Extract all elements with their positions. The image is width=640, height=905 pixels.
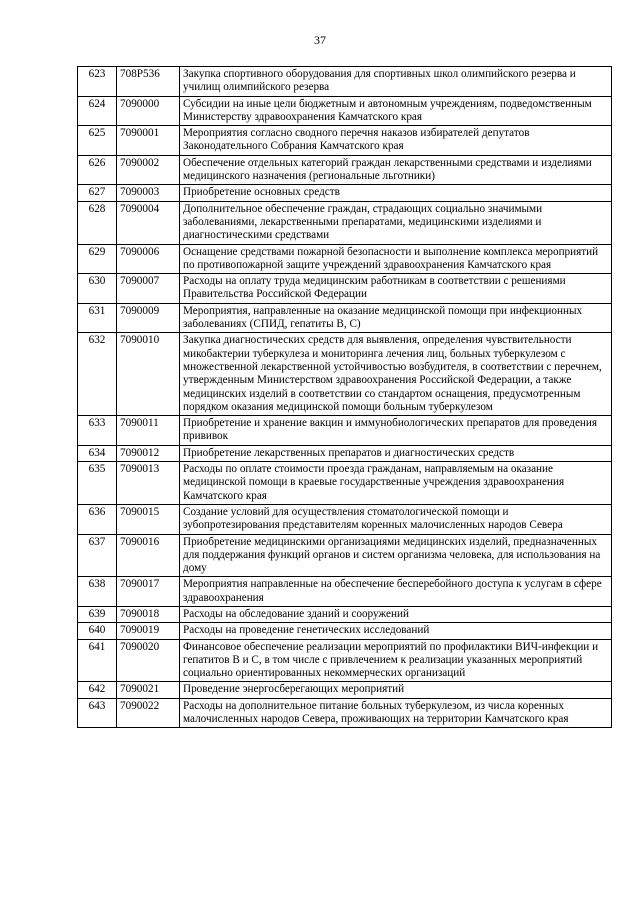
table-row bbox=[78, 126, 612, 156]
table-row bbox=[78, 698, 612, 728]
row-number-cell: 625 bbox=[78, 126, 117, 156]
table-row bbox=[78, 244, 612, 274]
row-number-cell: 632 bbox=[78, 333, 117, 416]
description-cell: Расходы по оплате стоимости проезда гражданам, направляемым на оказание медицинской помощи в краевые государственные учреждения здравоохранения Камчатского края bbox=[180, 462, 612, 505]
description-cell: Создание условий для осуществления стоматологической помощи и зубопротезирования представителям коренных малочисленных народов Севера bbox=[180, 504, 612, 534]
row-number-cell: 624 bbox=[78, 96, 117, 126]
code-cell: 7090002 bbox=[117, 155, 180, 185]
row-number-cell: 638 bbox=[78, 577, 117, 607]
description-cell: Приобретение основных средств bbox=[180, 185, 612, 201]
code-cell: 7090012 bbox=[117, 445, 180, 461]
description-cell: Мероприятия, направленные на оказание медицинской помощи при инфекционных заболеваниях (СПИД, гепатиты В, С) bbox=[180, 303, 612, 333]
code-cell: 7090000 bbox=[117, 96, 180, 126]
row-number-cell: 643 bbox=[78, 698, 117, 728]
code-cell: 7090011 bbox=[117, 416, 180, 446]
description-cell: Закупка диагностических средств для выявления, определения чувствительности микобактерии туберкулеза и мониторинга лечения лиц, больных туберкулезом с множественной лекарственной устойчивостью возбудителя, в соответствии с перечнем, утвержденным Министерством здравоохранения Российской Федерации, а также медицинских изделий в соответствии со стандартом оснащения, предусмотренным порядком оказания медицинской помощи больным туберкулезом bbox=[180, 333, 612, 416]
description-cell: Мероприятия согласно сводного перечня наказов избирателей депутатов Законодательного Собрания Камчатского края bbox=[180, 126, 612, 156]
code-cell: 7090003 bbox=[117, 185, 180, 201]
table-row bbox=[78, 416, 612, 446]
table-row bbox=[78, 303, 612, 333]
table-row bbox=[78, 201, 612, 244]
description-cell: Расходы на проведение генетических исследований bbox=[180, 623, 612, 639]
description-cell: Обеспечение отдельных категорий граждан лекарственными средствами и изделиями медицинского назначения (региональные льготники) bbox=[180, 155, 612, 185]
budget-codes-table bbox=[77, 66, 612, 728]
code-cell: 7090013 bbox=[117, 462, 180, 505]
code-cell: 7090010 bbox=[117, 333, 180, 416]
row-number-cell: 631 bbox=[78, 303, 117, 333]
table-row bbox=[78, 639, 612, 682]
description-cell: Расходы на обследование зданий и сооружений bbox=[180, 606, 612, 622]
code-cell: 7090009 bbox=[117, 303, 180, 333]
row-number-cell: 636 bbox=[78, 504, 117, 534]
description-cell: Дополнительное обеспечение граждан, страдающих социально значимыми заболеваниями, лекарственными препаратами, медицинскими изделиями и диагностическими средствами bbox=[180, 201, 612, 244]
table-row bbox=[78, 504, 612, 534]
table-row bbox=[78, 577, 612, 607]
description-cell: Приобретение лекарственных препаратов и диагностических средств bbox=[180, 445, 612, 461]
code-cell: 7090006 bbox=[117, 244, 180, 274]
table-row bbox=[78, 445, 612, 461]
row-number-cell: 635 bbox=[78, 462, 117, 505]
table-row bbox=[78, 274, 612, 304]
row-number-cell: 637 bbox=[78, 534, 117, 577]
description-cell: Проведение энергосберегающих мероприятий bbox=[180, 682, 612, 698]
code-cell: 7090001 bbox=[117, 126, 180, 156]
code-cell: 7090004 bbox=[117, 201, 180, 244]
row-number-cell: 640 bbox=[78, 623, 117, 639]
code-cell: 708P536 bbox=[117, 67, 180, 97]
description-cell: Приобретение и хранение вакцин и иммунобиологических препаратов для проведения прививок bbox=[180, 416, 612, 446]
table-row bbox=[78, 606, 612, 622]
code-cell: 7090020 bbox=[117, 639, 180, 682]
code-cell: 7090007 bbox=[117, 274, 180, 304]
code-cell: 7090016 bbox=[117, 534, 180, 577]
description-cell: Субсидии на иные цели бюджетным и автономным учреждениям, подведомственным Министерству здравоохранения Камчатского края bbox=[180, 96, 612, 126]
code-cell: 7090022 bbox=[117, 698, 180, 728]
table-row bbox=[78, 623, 612, 639]
code-cell: 7090019 bbox=[117, 623, 180, 639]
row-number-cell: 623 bbox=[78, 67, 117, 97]
description-cell: Оснащение средствами пожарной безопасности и выполнение комплекса мероприятий по противопожарной защите учреждений здравоохранения Камчатского края bbox=[180, 244, 612, 274]
row-number-cell: 639 bbox=[78, 606, 117, 622]
row-number-cell: 641 bbox=[78, 639, 117, 682]
row-number-cell: 630 bbox=[78, 274, 117, 304]
row-number-cell: 626 bbox=[78, 155, 117, 185]
row-number-cell: 627 bbox=[78, 185, 117, 201]
table-row bbox=[78, 185, 612, 201]
table-row bbox=[78, 67, 612, 97]
table-row bbox=[78, 534, 612, 577]
row-number-cell: 633 bbox=[78, 416, 117, 446]
description-cell: Расходы на оплату труда медицинским работникам в соответствии с решениями Правительства Российской Федерации bbox=[180, 274, 612, 304]
table-row bbox=[78, 333, 612, 416]
description-cell: Закупка спортивного оборудования для спортивных школ олимпийского резерва и училищ олимпийского резерва bbox=[180, 67, 612, 97]
row-number-cell: 629 bbox=[78, 244, 117, 274]
row-number-cell: 634 bbox=[78, 445, 117, 461]
description-cell: Мероприятия направленные на обеспечение бесперебойного доступа к услугам в сфере здравоохранения bbox=[180, 577, 612, 607]
table-row bbox=[78, 155, 612, 185]
code-cell: 7090021 bbox=[117, 682, 180, 698]
description-cell: Приобретение медицинскими организациями медицинских изделий, предназначенных для поддержания функций органов и систем организма человека, для использования на дому bbox=[180, 534, 612, 577]
description-cell: Расходы на дополнительное питание больных туберкулезом, из числа коренных малочисленных народов Севера, проживающих на территории Камчатского края bbox=[180, 698, 612, 728]
table-body bbox=[78, 67, 612, 728]
description-cell: Финансовое обеспечение реализации мероприятий по профилактики ВИЧ-инфекции и гепатитов В и С, в том числе с привлечением к реализации указанных мероприятий социально ориентированных некоммерческих организаций bbox=[180, 639, 612, 682]
table-row bbox=[78, 462, 612, 505]
table-row bbox=[78, 682, 612, 698]
table-row bbox=[78, 96, 612, 126]
code-cell: 7090015 bbox=[117, 504, 180, 534]
row-number-cell: 628 bbox=[78, 201, 117, 244]
row-number-cell: 642 bbox=[78, 682, 117, 698]
page-number: 37 bbox=[314, 33, 326, 47]
code-cell: 7090018 bbox=[117, 606, 180, 622]
code-cell: 7090017 bbox=[117, 577, 180, 607]
